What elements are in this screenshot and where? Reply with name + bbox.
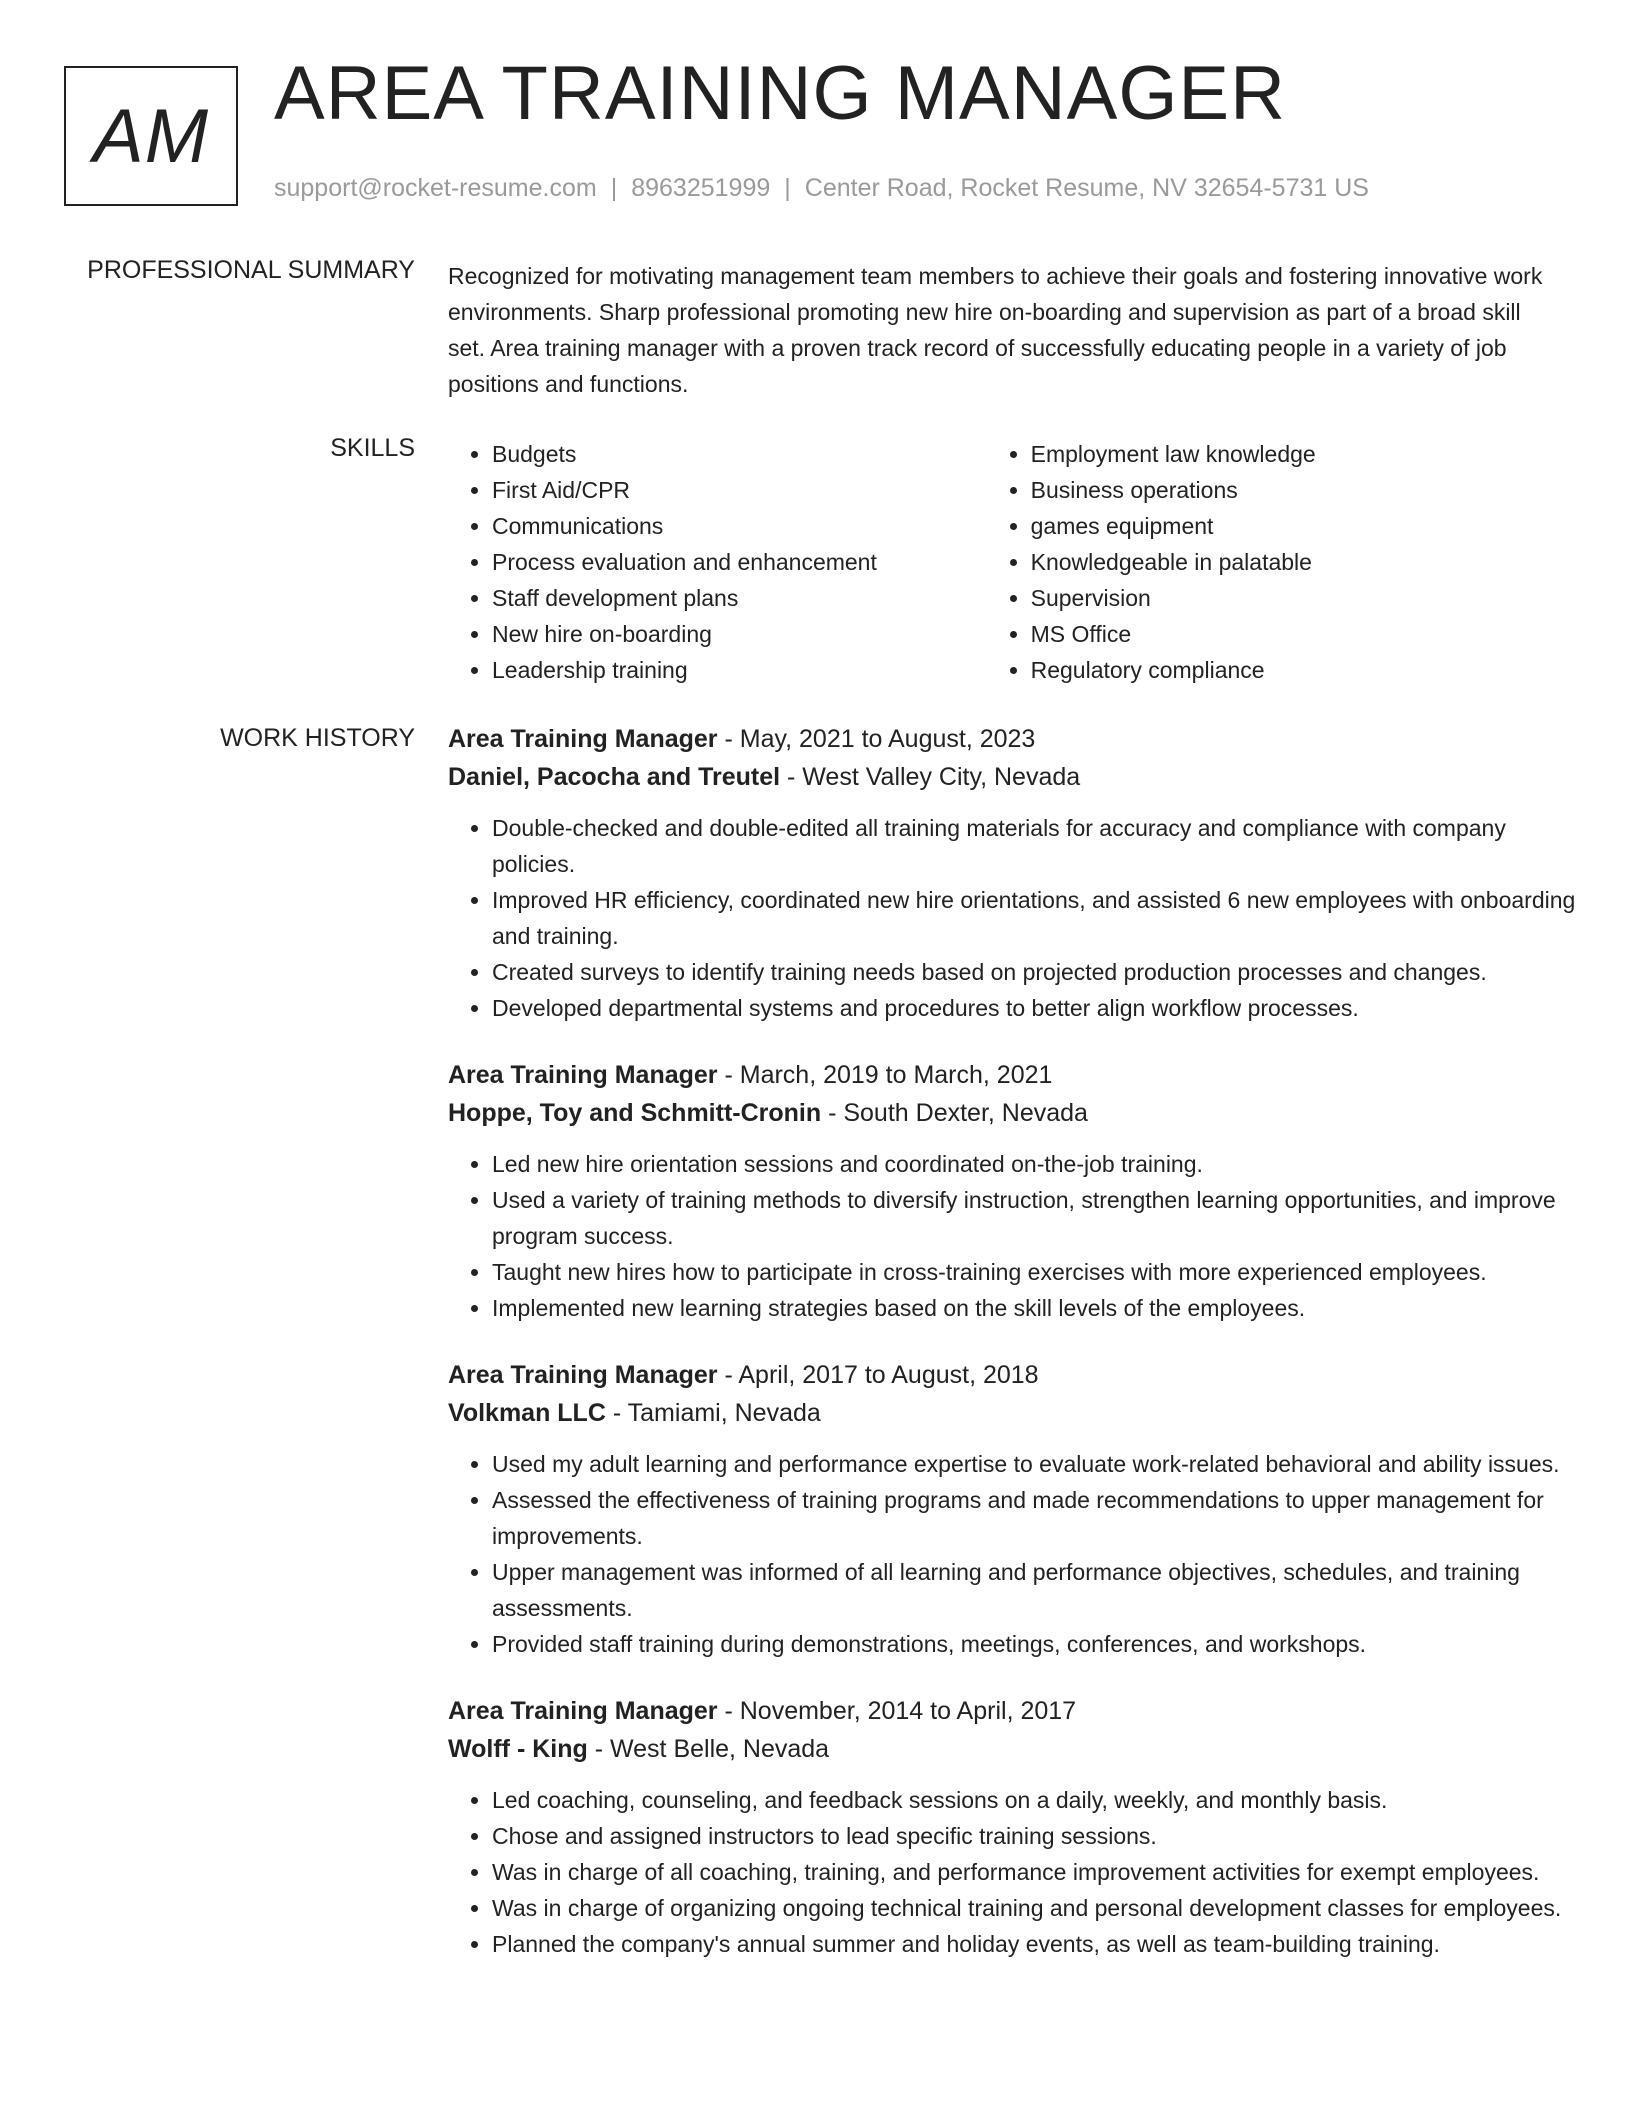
monogram-logo: AM <box>64 66 238 206</box>
job-title: Area Training Manager <box>448 1061 718 1089</box>
contact-line <box>274 174 1369 203</box>
skill-item: • Knowledgeable in palatable <box>1031 544 1578 580</box>
summary-text: Recognized for motivating management team members to achieve their goals and fostering innovative work environments. Sharp professional promoting new hire on-boarding and supervision as part of a broad skill set. Area training manager with a proven track record of successfully educating people in a variety of job positions and functions. <box>448 263 1543 397</box>
job-location: - West Valley City, Nevada <box>780 763 1081 791</box>
job-bullet: • Double-checked and double-edited all training materials for accuracy and compliance with company policies. <box>492 810 1578 882</box>
contact-separator: | <box>610 174 618 202</box>
job-bullets <box>448 1782 1578 1962</box>
job-company: Volkman LLC <box>448 1399 606 1427</box>
job-bullets <box>448 810 1578 1026</box>
job-bullet: • Taught new hires how to participate in cross-training exercises with more experienced employees. <box>492 1254 1578 1290</box>
job-dates: - April, 2017 to August, 2018 <box>717 1361 1039 1389</box>
skill-item: • Process evaluation and enhancement <box>492 544 987 580</box>
skill-item: • Leadership training <box>492 652 987 688</box>
job-company-line <box>448 1094 1578 1132</box>
job-bullet: • Implemented new learning strategies based on the skill levels of the employees. <box>492 1290 1578 1326</box>
job-bullet: • Created surveys to identify training needs based on projected production processes and changes. <box>492 954 1578 990</box>
skill-item: • Staff development plans <box>492 580 987 616</box>
job-bullets <box>448 1146 1578 1326</box>
job-bullets <box>448 1446 1578 1662</box>
job-entry <box>448 1356 1578 1662</box>
job-entry <box>448 1056 1578 1326</box>
summary-section-label: PROFESSIONAL SUMMARY <box>87 256 415 284</box>
skill-item: • Budgets <box>492 436 987 472</box>
skill-item: • games equipment <box>1031 508 1578 544</box>
job-company: Daniel, Pacocha and Treutel <box>448 763 781 791</box>
skill-item: • New hire on-boarding <box>492 616 987 652</box>
work-history <box>448 720 1578 1992</box>
skills-column-right <box>987 436 1578 688</box>
skills-column-left <box>448 436 987 688</box>
skill-item: • First Aid/CPR <box>492 472 987 508</box>
job-bullet: • Was in charge of all coaching, training, and performance improvement activities for exempt employees. <box>492 1854 1578 1890</box>
job-bullet: • Chose and assigned instructors to lead specific training sessions. <box>492 1818 1578 1854</box>
skills-list <box>448 436 1578 688</box>
job-dates: - March, 2019 to March, 2021 <box>717 1061 1053 1089</box>
skills-section-label: SKILLS <box>330 434 415 462</box>
job-title: Area Training Manager <box>448 1697 718 1725</box>
job-bullet: • Led coaching, counseling, and feedback sessions on a daily, weekly, and monthly basis. <box>492 1782 1578 1818</box>
skill-item: • Communications <box>492 508 987 544</box>
contact-address: Center Road, Rocket Resume, NV 32654-5731 US <box>804 174 1369 202</box>
contact-email: support@rocket-resume.com <box>274 174 597 202</box>
skill-item: • MS Office <box>1031 616 1578 652</box>
job-bullet: • Developed departmental systems and procedures to better align workflow processes. <box>492 990 1578 1026</box>
job-entry <box>448 720 1578 1026</box>
contact-phone: 8963251999 <box>631 174 771 202</box>
job-dates: - May, 2021 to August, 2023 <box>717 725 1036 753</box>
job-title-line <box>448 1056 1578 1094</box>
job-bullet: • Assessed the effectiveness of training programs and made recommendations to upper management for improvements. <box>492 1482 1578 1554</box>
job-title-line <box>448 1692 1578 1730</box>
resume-name-title: AREA TRAINING MANAGER <box>274 51 1287 136</box>
job-title: Area Training Manager <box>448 1361 718 1389</box>
job-location: - South Dexter, Nevada <box>821 1099 1088 1127</box>
job-title-line <box>448 1356 1578 1394</box>
skill-item: • Supervision <box>1031 580 1578 616</box>
job-bullet: • Provided staff training during demonstrations, meetings, conferences, and workshops. <box>492 1626 1578 1662</box>
job-company-line <box>448 1730 1578 1768</box>
job-bullet: • Improved HR efficiency, coordinated new hire orientations, and assisted 6 new employees with onboarding and training. <box>492 882 1578 954</box>
job-bullet: • Used a variety of training methods to diversify instruction, strengthen learning opportunities, and improve program success. <box>492 1182 1578 1254</box>
job-location: - West Belle, Nevada <box>587 1735 830 1763</box>
job-bullet: • Used my adult learning and performance expertise to evaluate work-related behavioral and ability issues. <box>492 1446 1578 1482</box>
job-dates: - November, 2014 to April, 2017 <box>717 1697 1077 1725</box>
skill-item: • Employment law knowledge <box>1031 436 1578 472</box>
job-entry <box>448 1692 1578 1962</box>
job-company-line <box>448 1394 1578 1432</box>
work-history-section-label: WORK HISTORY <box>220 724 415 752</box>
job-location: - Tamiami, Nevada <box>605 1399 821 1427</box>
job-bullet: • Planned the company's annual summer and holiday events, as well as team-building training. <box>492 1926 1578 1962</box>
job-title: Area Training Manager <box>448 725 718 753</box>
job-bullet: • Upper management was informed of all learning and performance objectives, schedules, and training assessments. <box>492 1554 1578 1626</box>
job-bullet: • Led new hire orientation sessions and coordinated on-the-job training. <box>492 1146 1578 1182</box>
job-company: Hoppe, Toy and Schmitt-Cronin <box>448 1099 822 1127</box>
job-title-line <box>448 720 1578 758</box>
skill-item: • Business operations <box>1031 472 1578 508</box>
skill-item: • Regulatory compliance <box>1031 652 1578 688</box>
job-company: Wolff - King <box>448 1735 588 1763</box>
contact-separator: | <box>784 174 791 202</box>
job-company-line <box>448 758 1578 796</box>
job-bullet: • Was in charge of organizing ongoing technical training and personal development classes for employees. <box>492 1890 1578 1926</box>
